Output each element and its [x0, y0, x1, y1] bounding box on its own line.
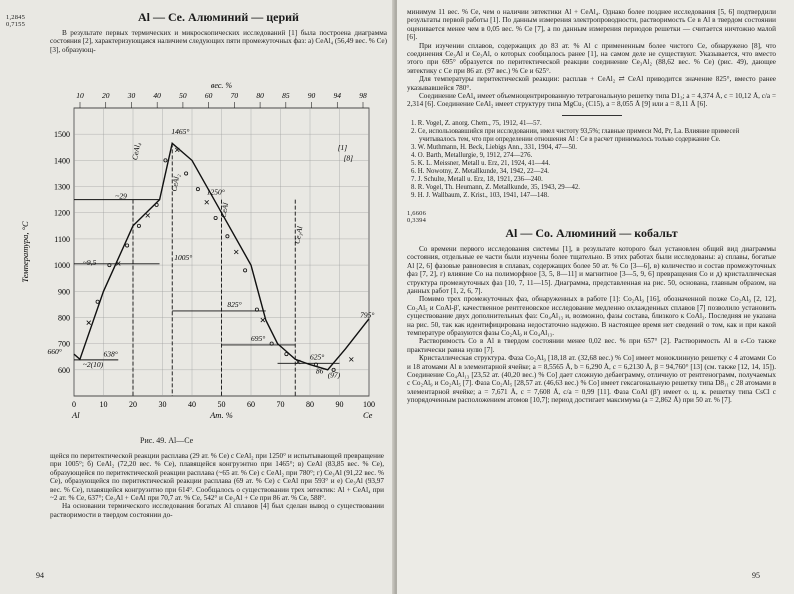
paragraph-study: При изучении сплавов, содержащих до 83 ат. % Al с примененным более чистого Ce, обнаружено [8], что соединения Ce₃Al и Ce₃Al, о которых сообщалось ранее [1], на самом деле не существуют. Указывается, что вместо этого при 695° образуется по перитектической реакции соединение Ce₃Al₂ (88,62 вес. % Ce) (рис. 49), дающее эвтектику с Ce при 86 ат. (97 вес.) % Ce и 625°. [407, 41, 776, 75]
phase-diagram-al-ce [14, 78, 384, 418]
temperature-annotation: 638° [103, 349, 118, 359]
temperature-annotation: 660° [47, 347, 62, 357]
x-tick-label: 30 [158, 400, 167, 409]
x-tick-label: 60 [247, 400, 255, 409]
x-axis-label: Ат. % [210, 410, 233, 418]
measured-point [234, 250, 238, 254]
measured-point [155, 203, 158, 206]
top-tick-label: 80 [256, 91, 264, 100]
x-tick-label: 20 [129, 400, 137, 409]
top-scale-label: вес. % [210, 81, 233, 90]
corner-label-al: Al [72, 410, 80, 418]
x-tick-label: 10 [99, 400, 108, 409]
top-tick-label: 85 [282, 91, 290, 100]
reference-item: 7. J. Schulte, Metall u. Erz, 18, 1921, 236—240. [411, 175, 543, 183]
phase-label: [1] [337, 142, 348, 152]
paragraph-thermal: На основании термического исследования богатых Al сплавов [4] был сделан вывод о существовании растворимости в твердом состоянии до- [50, 502, 384, 519]
code-line: 1,6606 [407, 209, 427, 217]
left-atomic-codes [6, 14, 25, 28]
right-page [397, 0, 794, 594]
y-tick-label: 800 [58, 313, 70, 323]
reference-list [411, 120, 776, 200]
section-title-al-co: Al — Co. Алюминий — кобальт [505, 225, 678, 240]
phase-label: Ce₃Al [292, 225, 305, 245]
measured-point [349, 357, 353, 361]
reference-item: 6. H. Nowotny, Z. Metallkunde, 34, 1942, 22—24. [411, 167, 549, 175]
top-tick-label: 20 [101, 91, 110, 100]
temperature-annotation: (97) [327, 370, 341, 380]
y-tick-label: 1100 [54, 234, 70, 244]
temperature-annotation: ~2(10) [82, 360, 104, 370]
x-tick-label: 80 [306, 400, 314, 409]
paragraph-crystal: Кристаллическая структура. Фаза Co₂Al₉ [18,18 ат. (32,68 вес.) % Co] имеет моноклинную решетку с 4 атомами Co и 18 атомами Al в элементарной ячейке; a = 8,5565 Å, b = 6,290 Å, c = 6,2130 Å, β = 94,760° [13] (см. также [12, 14, 15]). Соединение Co₄Al₁₃ [23,52 ат. (40,20 вес.) % Co] дает сложную дебаеграмму, отличную от рентгенограмм, получаемых с Co₂Al₉ и Co₂Al₅ [7]. Фаза Co₂Al₅ [28,57 ат. (46,63 вес.) % Co] имеет гексагональную решетку типа D8₁₁ с 28 атомами в элементарной ячейке; a = 7,671 Å, c = 7,608 Å, c/a = 0,99 [11]. Фаза CoAl (β') имеет о. ц. к. решетку типа CsCl с упорядоченным расположением атомов [10,7]; период достигает максимума (a = 2,862 Å) при 50 ат. % [7]. [407, 354, 776, 405]
top-tick-label: 98 [359, 91, 367, 100]
paragraph-phases: щейся по перитектической реакции расплава (29 ат. % Ce) с CeAl₂ при 1250° и испытывающей превращение при 1005°; б) CeAl₂ (72,20 вес. % Ce), плавящейся конгруэнтно при 1465°; в) CeAl (83,85 вес. % Ce), образующейся по перитектической реакции расплава (~65 ат. % Ce) с CeAl₂ при 780°; г) Ce₃Al (91,22 вес. % Ce), образующейся по перитектической реакции расплава (69 ат. % Ce) с CeAl при 593° и е) Ce₃Al (93,97 вес. % Ce), плавящейся конгруэнтно при 614°. Сообщалось о существовании трех эвтектик: Al + CeAl₄ при ~2 ат. % Ce, 637°; Ce₃Al + CeAl при 70,7 ат. % Ce, 542° и Ce₃Al + Ce при 86 ат. % Ce, 588°. [50, 452, 384, 503]
measured-point [214, 216, 217, 219]
y-tick-label: 700 [58, 339, 70, 349]
y-axis-label: Температура, °C [20, 221, 30, 283]
temperature-annotation: ~29 [115, 191, 127, 201]
y-tick-label: 1200 [54, 208, 70, 218]
paragraph-history: Со времени первого исследования системы [1], в результате которого был установлен общий вид диаграммы состояния, отдельные ее части были изучены более тщательно. В этих работах были исследованы: а) сплавы, богатые Al [2, 6] фазовые равновесия в сплавах, содержащих более 50 ат. % Co [3—6], в) количество и состав промежуточных фаз [7, 2], г) влияние Co на полиморфное [3, 5, 8—11] и магнитное [3—5, 9, 6] превращения Co и д) кристаллическая структура промежуточных фаз [10, 7, 11—15]. Диаграмма, представленная на рис. 50, основана, главным образом, на данных работ [1, 2, 6, 7]. [407, 244, 776, 295]
phase-label: [8] [343, 153, 354, 163]
y-tick-label: 1000 [54, 261, 70, 271]
x-tick-label: 50 [217, 400, 226, 409]
temperature-annotation: 795° [360, 310, 375, 320]
y-tick-label: 1300 [54, 182, 70, 192]
reference-item: 2. Ce, использовавшийся при исследовании, имел чистоту 93,5%; главные примеси Nd, Pr, La. Влияние примесей учитывалось тем, что при определении отношения Al : Ce в расчет принималось только содержание Ce. [411, 127, 740, 143]
top-tick-label: 70 [230, 91, 239, 100]
reference-item: 8. R. Vogel, Th. Heumann, Z. Metallkunde, 35, 1943, 29—42. [411, 183, 580, 191]
temperature-annotation: ~9,5 [82, 258, 97, 268]
top-tick-label: 50 [179, 91, 187, 100]
figure-caption: Рис. 49. Al—Ce [140, 436, 194, 445]
x-tick-label: 100 [363, 400, 375, 409]
y-tick-label: 600 [58, 365, 70, 375]
reference-item: 3. W. Muthmann, H. Beck, Liebigs Ann., 331, 1904, 47—50. [411, 143, 577, 151]
measured-point [226, 235, 229, 238]
measured-point [137, 224, 140, 227]
measured-point [87, 321, 91, 325]
paragraph-peritectic: Для температуры перитектической реакции: расплав + CeAl₂ ⇄ CeAl приводится значение 825°, вместо ранее указывавшейся 780°. [407, 75, 776, 92]
reference-item: 4. O. Barth, Metallurgie, 9, 1912, 274—276. [411, 151, 533, 159]
code-line: 0,3394 [407, 216, 427, 224]
x-tick-label: 40 [188, 400, 196, 409]
phase-label: CeAl [218, 201, 231, 219]
top-tick-label: 60 [204, 91, 213, 100]
paragraph-structure: Соединение CeAl₄ имеет объемноцентрированную тетрагональную решетку типа D1₃; a = 4,374 Å, c = 10,12 Å, c/a = 2,314 [6]. Соединение CeAl₂ имеет структуру типа MgCu₂ (C15), a = 8,055 Å [9] или a = 8,11 Å [6]. [407, 92, 776, 109]
top-tick-label: 90 [307, 91, 316, 100]
reference-item: 1. R. Vogel, Z. anorg. Chem., 75, 1912, 41—57. [411, 119, 542, 127]
temperature-annotation: 1005° [174, 252, 193, 262]
left-body-text [50, 452, 384, 519]
top-tick-label: 40 [153, 91, 161, 100]
page-number-right: 95 [752, 571, 760, 580]
reference-item: 9. H. J. Wallbaum, Z. Krist., 103, 1941, 147—148. [411, 191, 549, 199]
y-tick-label: 1500 [54, 130, 70, 140]
x-tick-label: 0 [72, 400, 76, 409]
measured-point [261, 318, 265, 322]
measured-point [146, 213, 150, 217]
paragraph-phases-co: Помимо трех промежуточных фаз, обнаруженных в работе [1]: Co₂Al₉ [16], обозначенной позже Co₂Al₉ [2, 12], Co₂Al₅ и CoAl-β', качественное рентгеновское исследование медленно охлажденных сплавов [7] позволило установить существование двух дополнительных фаз: Co₄Al₁₃ и, возможно, фазы состава, близкого к CoAl₃. Последняя не указана на рис. 50, так как идентифицирована недостаточно надежно. В настоящее время нет сведений о том, как и при какой температуре образуются фазы Co₂Al₉ и Co₄Al₁₃. [407, 295, 776, 337]
code-line: 0,7155 [6, 21, 26, 28]
measured-point [96, 300, 99, 303]
measured-point [244, 269, 247, 272]
y-tick-label: 1400 [54, 156, 70, 166]
temperature-annotation: 825° [227, 299, 242, 309]
code-line: 1,2845 [6, 14, 26, 21]
x-tick-label: 90 [335, 400, 344, 409]
reference-item: 5. K. L. Meissner, Metall u. Erz, 21, 1924, 41—44. [411, 159, 551, 167]
x-tick-label: 70 [276, 400, 285, 409]
temperature-annotation: 1465° [171, 127, 190, 137]
corner-label-ce: Ce [363, 410, 373, 418]
measured-point [126, 244, 129, 247]
measured-point [205, 200, 209, 204]
temperature-annotation: 86 [315, 366, 324, 376]
section-title-al-ce: Al — Ce. Алюминий — церий [138, 10, 299, 24]
page-number-left: 94 [36, 571, 44, 580]
right-atomic-codes [407, 210, 776, 224]
phase-label: CeAl₂ [169, 173, 182, 193]
top-tick-label: 30 [127, 91, 136, 100]
measured-point [285, 353, 288, 356]
measured-point [185, 172, 188, 175]
paragraph-continued: минимум 11 вес. % Ce, чем о наличии эвтектики Al + CeAl₄. Однако более позднее исследования [5, 6] подтвердили результаты первой работы [1]. По данным измерения электропроводности, растворимость Ce в Al в твердом состоянии оценивается менее чем в 0,05 вес. % Ce [7], а по данным измерения периодов решетки — считается ничтожно малой [6]. [407, 8, 776, 42]
temperature-annotation: 695° [251, 334, 266, 344]
divider [562, 115, 622, 116]
phase-label: CeAl₄ [130, 141, 143, 161]
top-tick-label: 10 [76, 91, 84, 100]
paragraph-solubility: Растворимость Co в Al в твердом состоянии менее 0,02 вес. % при 657° [2]. Растворимость Al в ε-Co также практически равна нулю [7]. [407, 337, 776, 354]
measured-point [196, 188, 199, 191]
top-tick-label: 94 [333, 91, 342, 100]
y-tick-label: 900 [58, 287, 70, 297]
temperature-annotation: 1250° [206, 187, 225, 197]
phase-diagram-svg [14, 78, 384, 418]
temperature-annotation: 625° [310, 352, 325, 362]
intro-paragraph: В результате первых термических и микроскопических исследований [1] была построена диаграмма состояния [2], характеризующаяся наличием следующих пяти промежуточных фаз: а) CeAl₄ (56,49 вес. % Ce) [3], образующ- [50, 29, 387, 54]
